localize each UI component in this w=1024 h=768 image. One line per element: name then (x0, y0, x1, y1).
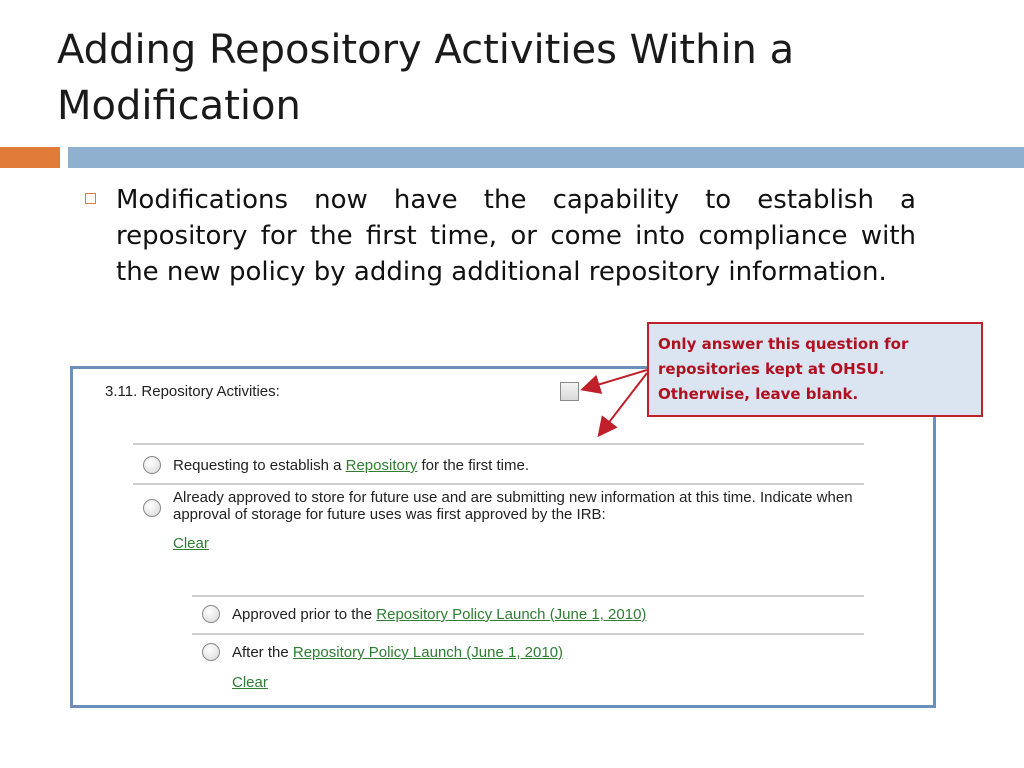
repository-link[interactable]: Repository (345, 457, 418, 474)
accent-bar-orange (0, 147, 60, 168)
divider (133, 443, 864, 445)
radio-approved-prior[interactable] (202, 605, 220, 623)
slide-title: Adding Repository Activities Within a Modification (57, 27, 795, 129)
sub-option-prior-text (232, 606, 646, 623)
callout-box: Only answer this question for repositories kept at OHSU. Otherwise, leave blank. (647, 322, 983, 417)
option-establish-prefix: Requesting to establish a (173, 457, 346, 474)
clear-link[interactable]: Clear (173, 535, 209, 552)
option-already-approved-text: Already approved to store for future use and are submitting new information at this time. Indicate when approval of storage for future uses was first approved by the IRB: (173, 489, 853, 523)
clear-link-2[interactable]: Clear (232, 674, 268, 691)
radio-establish-repository[interactable] (143, 456, 161, 474)
bullet-square-icon (85, 193, 96, 204)
divider (192, 633, 864, 635)
accent-bar-blue (68, 147, 1024, 168)
policy-launch-link-2[interactable]: Repository Policy Launch (June 1, 2010) (292, 644, 564, 661)
radio-already-approved[interactable] (143, 499, 161, 517)
policy-launch-link-1[interactable]: Repository Policy Launch (June 1, 2010) (376, 606, 647, 623)
form-screenshot-panel (70, 366, 936, 708)
divider (133, 483, 864, 485)
sub-option-after-prefix: After the (232, 644, 293, 661)
bullet-text: Modifications now have the capability to establish a repository for the first time, or come into compliance with the new policy by adding additional repository information. (116, 185, 916, 287)
divider (192, 595, 864, 597)
question-label: 3.11. Repository Activities: (105, 383, 280, 400)
sub-option-after-text (232, 644, 563, 661)
option-establish-suffix: for the first time. (417, 457, 530, 474)
repository-checkbox[interactable] (560, 382, 579, 401)
option-establish-text (173, 457, 529, 474)
radio-after-launch[interactable] (202, 643, 220, 661)
sub-option-prior-prefix: Approved prior to the (232, 606, 377, 623)
